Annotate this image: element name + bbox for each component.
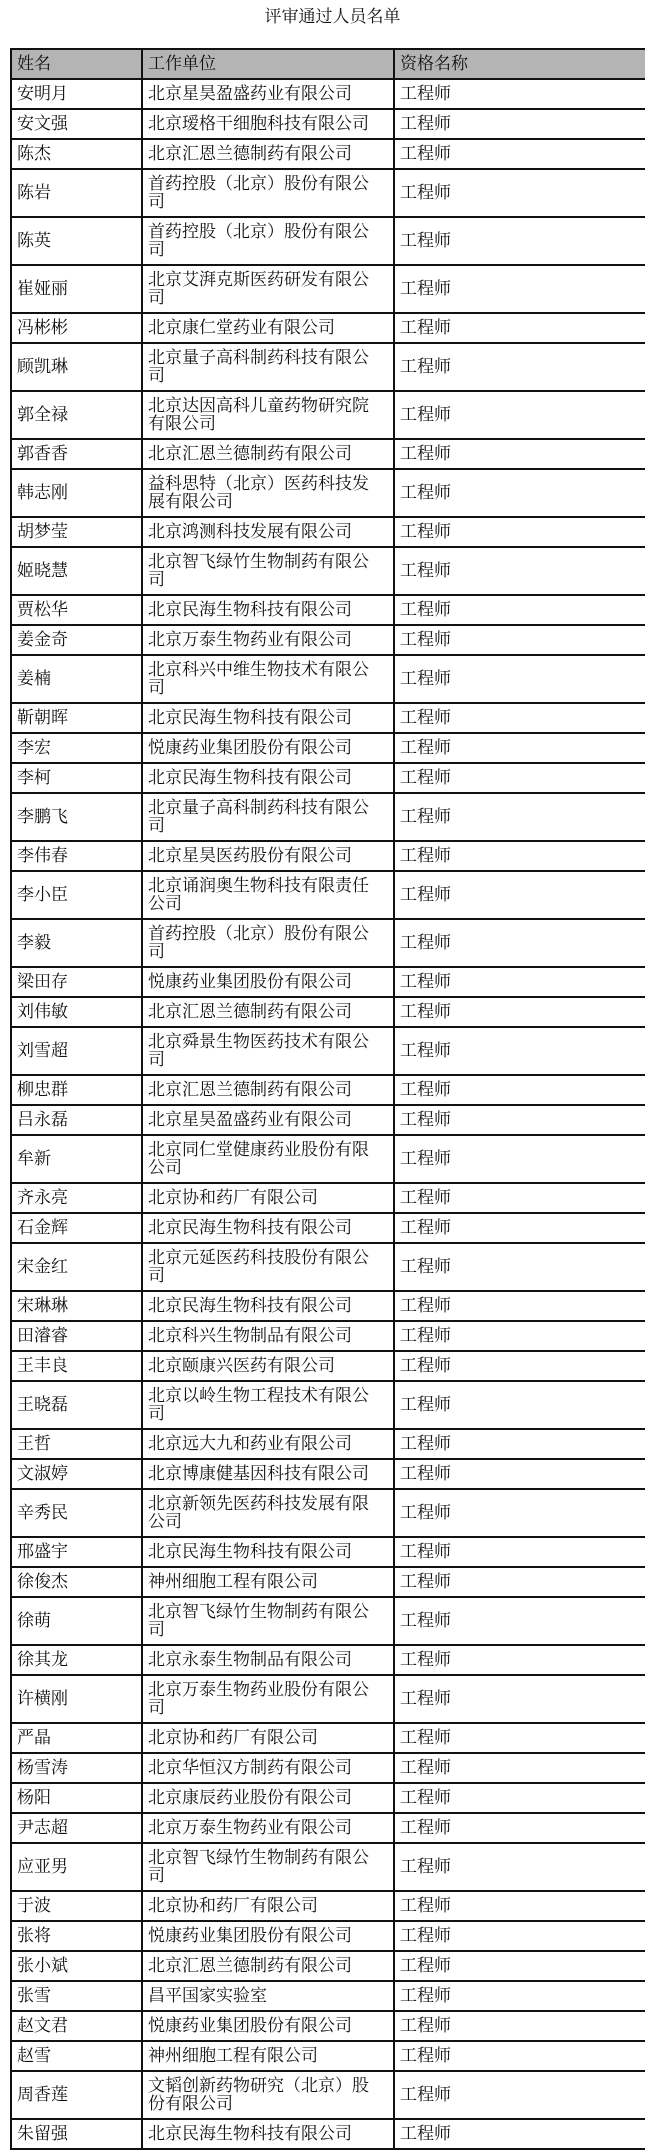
cell-qualification: 工程师 <box>394 1459 645 1489</box>
table-row <box>11 1105 645 1135</box>
cell-name: 田濬睿 <box>11 1321 142 1351</box>
table-row <box>11 655 645 703</box>
cell-qualification: 工程师 <box>394 1843 645 1891</box>
cell-name: 李鹏飞 <box>11 793 142 841</box>
cell-name: 张小斌 <box>11 1951 142 1981</box>
cell-employer: 北京同仁堂健康药业股份有限公司 <box>142 1135 394 1183</box>
cell-employer: 北京科兴中维生物技术有限公司 <box>142 655 394 703</box>
cell-qualification: 工程师 <box>394 547 645 595</box>
cell-name: 朱留强 <box>11 2119 142 2149</box>
table-row <box>11 595 645 625</box>
cell-name: 李伟春 <box>11 841 142 871</box>
cell-name: 周香莲 <box>11 2071 142 2119</box>
table-row <box>11 169 645 217</box>
cell-qualification: 工程师 <box>394 1597 645 1645</box>
cell-employer: 北京万泰生物药业股份有限公司 <box>142 1675 394 1723</box>
cell-employer: 北京达因高科儿童药物研究院有限公司 <box>142 391 394 439</box>
cell-employer: 益科思特（北京）医药科技发展有限公司 <box>142 469 394 517</box>
cell-name: 陈岩 <box>11 169 142 217</box>
cell-qualification: 工程师 <box>394 469 645 517</box>
cell-qualification: 工程师 <box>394 1567 645 1597</box>
cell-employer: 北京智飞绿竹生物制药有限公司 <box>142 547 394 595</box>
table-row <box>11 841 645 871</box>
cell-qualification: 工程师 <box>394 1921 645 1951</box>
table-row <box>11 1567 645 1597</box>
cell-employer: 北京民海生物科技有限公司 <box>142 1213 394 1243</box>
cell-qualification: 工程师 <box>394 871 645 919</box>
cell-qualification: 工程师 <box>394 2011 645 2041</box>
cell-qualification: 工程师 <box>394 439 645 469</box>
cell-employer: 北京博康健基因科技有限公司 <box>142 1459 394 1489</box>
cell-qualification: 工程师 <box>394 79 645 109</box>
table-row <box>11 997 645 1027</box>
table-row <box>11 1183 645 1213</box>
cell-name: 宋金红 <box>11 1243 142 1291</box>
cell-qualification: 工程师 <box>394 217 645 265</box>
table-row <box>11 2071 645 2119</box>
cell-employer: 北京汇恩兰德制药有限公司 <box>142 997 394 1027</box>
cell-name: 李宏 <box>11 733 142 763</box>
cell-employer: 北京以岭生物工程技术有限公司 <box>142 1381 394 1429</box>
table-row <box>11 79 645 109</box>
cell-qualification: 工程师 <box>394 1891 645 1921</box>
cell-qualification: 工程师 <box>394 343 645 391</box>
cell-employer: 首药控股（北京）股份有限公司 <box>142 217 394 265</box>
cell-qualification: 工程师 <box>394 1783 645 1813</box>
table-row <box>11 1213 645 1243</box>
cell-employer: 北京民海生物科技有限公司 <box>142 2119 394 2149</box>
cell-qualification: 工程师 <box>394 1489 645 1537</box>
cell-qualification: 工程师 <box>394 595 645 625</box>
table-row <box>11 469 645 517</box>
table-row <box>11 391 645 439</box>
table-row <box>11 1981 645 2011</box>
table-row <box>11 313 645 343</box>
cell-qualification: 工程师 <box>394 919 645 967</box>
table-row <box>11 1813 645 1843</box>
cell-employer: 北京元延医药科技股份有限公司 <box>142 1243 394 1291</box>
table-row <box>11 2041 645 2071</box>
cell-name: 陈英 <box>11 217 142 265</box>
cell-employer: 北京智飞绿竹生物制药有限公司 <box>142 1597 394 1645</box>
cell-employer: 首药控股（北京）股份有限公司 <box>142 169 394 217</box>
cell-employer: 北京协和药厂有限公司 <box>142 1183 394 1213</box>
cell-employer: 北京民海生物科技有限公司 <box>142 1291 394 1321</box>
cell-qualification: 工程师 <box>394 313 645 343</box>
cell-qualification: 工程师 <box>394 841 645 871</box>
cell-qualification: 工程师 <box>394 109 645 139</box>
cell-qualification: 工程师 <box>394 1105 645 1135</box>
cell-name: 姜金奇 <box>11 625 142 655</box>
cell-name: 齐永亮 <box>11 1183 142 1213</box>
cell-employer: 北京瑷格干细胞科技有限公司 <box>142 109 394 139</box>
cell-qualification: 工程师 <box>394 1753 645 1783</box>
cell-employer: 北京星昊盈盛药业有限公司 <box>142 1105 394 1135</box>
cell-name: 贾松华 <box>11 595 142 625</box>
cell-name: 姜楠 <box>11 655 142 703</box>
cell-employer: 悦康药业集团股份有限公司 <box>142 733 394 763</box>
cell-qualification: 工程师 <box>394 1183 645 1213</box>
cell-qualification: 工程师 <box>394 1813 645 1843</box>
cell-employer: 北京华恒汉方制药有限公司 <box>142 1753 394 1783</box>
cell-employer: 北京诵润奥生物科技有限责任公司 <box>142 871 394 919</box>
cell-name: 梁田存 <box>11 967 142 997</box>
cell-qualification: 工程师 <box>394 139 645 169</box>
cell-qualification: 工程师 <box>394 967 645 997</box>
cell-employer: 北京科兴生物制品有限公司 <box>142 1321 394 1351</box>
cell-qualification: 工程师 <box>394 2071 645 2119</box>
cell-employer: 北京远大九和药业有限公司 <box>142 1429 394 1459</box>
table-row <box>11 1537 645 1567</box>
cell-employer: 神州细胞工程有限公司 <box>142 2041 394 2071</box>
cell-name: 尹志超 <box>11 1813 142 1843</box>
table-row <box>11 793 645 841</box>
table-row <box>11 1645 645 1675</box>
cell-employer: 北京康仁堂药业有限公司 <box>142 313 394 343</box>
cell-name: 刘雪超 <box>11 1027 142 1075</box>
table-row <box>11 1951 645 1981</box>
table-row <box>11 1351 645 1381</box>
cell-employer: 北京汇恩兰德制药有限公司 <box>142 139 394 169</box>
cell-employer: 北京协和药厂有限公司 <box>142 1723 394 1753</box>
table-row <box>11 1891 645 1921</box>
cell-employer: 北京汇恩兰德制药有限公司 <box>142 1951 394 1981</box>
table-row <box>11 1291 645 1321</box>
cell-name: 陈杰 <box>11 139 142 169</box>
cell-name: 文淑婷 <box>11 1459 142 1489</box>
cell-qualification: 工程师 <box>394 1951 645 1981</box>
cell-name: 王哲 <box>11 1429 142 1459</box>
approved-personnel-table <box>10 48 645 2150</box>
header-name: 姓名 <box>11 49 142 79</box>
cell-name: 杨阳 <box>11 1783 142 1813</box>
page-title: 评审通过人员名单 <box>264 7 401 27</box>
cell-qualification: 工程师 <box>394 1351 645 1381</box>
cell-name: 徐萌 <box>11 1597 142 1645</box>
cell-employer: 北京量子高科制药科技有限公司 <box>142 793 394 841</box>
table-row <box>11 1027 645 1075</box>
table-row <box>11 1321 645 1351</box>
table-row <box>11 343 645 391</box>
cell-employer: 北京鸿测科技发展有限公司 <box>142 517 394 547</box>
cell-employer: 北京星昊盈盛药业有限公司 <box>142 79 394 109</box>
cell-name: 赵文君 <box>11 2011 142 2041</box>
cell-qualification: 工程师 <box>394 1135 645 1183</box>
table-row <box>11 703 645 733</box>
table-row <box>11 1597 645 1645</box>
cell-qualification: 工程师 <box>394 1723 645 1753</box>
cell-name: 徐其龙 <box>11 1645 142 1675</box>
cell-name: 许横刚 <box>11 1675 142 1723</box>
table-row <box>11 1843 645 1891</box>
table-row <box>11 1489 645 1537</box>
cell-qualification: 工程师 <box>394 997 645 1027</box>
cell-qualification: 工程师 <box>394 2041 645 2071</box>
table-row <box>11 1921 645 1951</box>
table-row <box>11 1723 645 1753</box>
cell-employer: 悦康药业集团股份有限公司 <box>142 2011 394 2041</box>
cell-qualification: 工程师 <box>394 1381 645 1429</box>
cell-name: 胡梦莹 <box>11 517 142 547</box>
cell-name: 李毅 <box>11 919 142 967</box>
cell-employer: 北京协和药厂有限公司 <box>142 1891 394 1921</box>
cell-name: 安文强 <box>11 109 142 139</box>
cell-qualification: 工程师 <box>394 1291 645 1321</box>
cell-name: 赵雪 <box>11 2041 142 2071</box>
cell-employer: 北京颐康兴医药有限公司 <box>142 1351 394 1381</box>
table-row <box>11 547 645 595</box>
cell-name: 李小臣 <box>11 871 142 919</box>
cell-qualification: 工程师 <box>394 1981 645 2011</box>
cell-employer: 北京汇恩兰德制药有限公司 <box>142 1075 394 1105</box>
cell-qualification: 工程师 <box>394 1243 645 1291</box>
cell-employer: 北京星昊医药股份有限公司 <box>142 841 394 871</box>
table-row <box>11 763 645 793</box>
cell-employer: 北京永泰生物制品有限公司 <box>142 1645 394 1675</box>
cell-employer: 北京民海生物科技有限公司 <box>142 763 394 793</box>
table-row <box>11 1429 645 1459</box>
table-row <box>11 439 645 469</box>
cell-qualification: 工程师 <box>394 1537 645 1567</box>
cell-name: 郭香香 <box>11 439 142 469</box>
cell-name: 宋琳琳 <box>11 1291 142 1321</box>
table-row <box>11 1381 645 1429</box>
cell-qualification: 工程师 <box>394 733 645 763</box>
table-row <box>11 1753 645 1783</box>
cell-name: 杨雪涛 <box>11 1753 142 1783</box>
cell-qualification: 工程师 <box>394 793 645 841</box>
table-row <box>11 967 645 997</box>
cell-employer: 北京智飞绿竹生物制药有限公司 <box>142 1843 394 1891</box>
cell-name: 李柯 <box>11 763 142 793</box>
cell-employer: 北京民海生物科技有限公司 <box>142 595 394 625</box>
table-row <box>11 1075 645 1105</box>
table-row <box>11 265 645 313</box>
table-header-row <box>11 49 645 79</box>
cell-qualification: 工程师 <box>394 1321 645 1351</box>
cell-name: 吕永磊 <box>11 1105 142 1135</box>
cell-qualification: 工程师 <box>394 265 645 313</box>
cell-qualification: 工程师 <box>394 1675 645 1723</box>
cell-name: 石金辉 <box>11 1213 142 1243</box>
cell-employer: 神州细胞工程有限公司 <box>142 1567 394 1597</box>
cell-qualification: 工程师 <box>394 1429 645 1459</box>
cell-name: 辛秀民 <box>11 1489 142 1537</box>
cell-name: 张雪 <box>11 1981 142 2011</box>
cell-name: 严晶 <box>11 1723 142 1753</box>
cell-qualification: 工程师 <box>394 1213 645 1243</box>
cell-employer: 北京艾湃克斯医药研发有限公司 <box>142 265 394 313</box>
cell-qualification: 工程师 <box>394 655 645 703</box>
cell-name: 刘伟敏 <box>11 997 142 1027</box>
cell-employer: 北京汇恩兰德制药有限公司 <box>142 439 394 469</box>
cell-name: 郭全禄 <box>11 391 142 439</box>
cell-employer: 北京万泰生物药业有限公司 <box>142 1813 394 1843</box>
cell-name: 于波 <box>11 1891 142 1921</box>
cell-name: 王丰良 <box>11 1351 142 1381</box>
cell-qualification: 工程师 <box>394 1645 645 1675</box>
table-row <box>11 1783 645 1813</box>
cell-name: 靳朝晖 <box>11 703 142 733</box>
cell-name: 张将 <box>11 1921 142 1951</box>
header-employer: 工作单位 <box>142 49 394 79</box>
table-row <box>11 871 645 919</box>
cell-employer: 北京量子高科制药科技有限公司 <box>142 343 394 391</box>
cell-name: 安明月 <box>11 79 142 109</box>
cell-employer: 北京万泰生物药业有限公司 <box>142 625 394 655</box>
cell-name: 徐俊杰 <box>11 1567 142 1597</box>
table-row <box>11 919 645 967</box>
table-row <box>11 517 645 547</box>
cell-employer: 文韬创新药物研究（北京）股份有限公司 <box>142 2071 394 2119</box>
cell-name: 牟新 <box>11 1135 142 1183</box>
cell-name: 邢盛宇 <box>11 1537 142 1567</box>
header-qualification: 资格名称 <box>394 49 645 79</box>
table-row <box>11 733 645 763</box>
cell-employer: 北京康辰药业股份有限公司 <box>142 1783 394 1813</box>
cell-qualification: 工程师 <box>394 625 645 655</box>
table-row <box>11 1459 645 1489</box>
cell-qualification: 工程师 <box>394 703 645 733</box>
cell-qualification: 工程师 <box>394 517 645 547</box>
cell-name: 王晓磊 <box>11 1381 142 1429</box>
cell-name: 柳忠群 <box>11 1075 142 1105</box>
cell-employer: 北京民海生物科技有限公司 <box>142 1537 394 1567</box>
cell-employer: 北京舜景生物医药技术有限公司 <box>142 1027 394 1075</box>
cell-employer: 悦康药业集团股份有限公司 <box>142 1921 394 1951</box>
table-row <box>11 1243 645 1291</box>
cell-qualification: 工程师 <box>394 391 645 439</box>
cell-name: 顾凯琳 <box>11 343 142 391</box>
cell-name: 冯彬彬 <box>11 313 142 343</box>
cell-qualification: 工程师 <box>394 2119 645 2149</box>
cell-employer: 首药控股（北京）股份有限公司 <box>142 919 394 967</box>
table-row <box>11 139 645 169</box>
table-row <box>11 109 645 139</box>
table-row <box>11 625 645 655</box>
cell-name: 应亚男 <box>11 1843 142 1891</box>
cell-employer: 悦康药业集团股份有限公司 <box>142 967 394 997</box>
table-row <box>11 2011 645 2041</box>
cell-name: 韩志刚 <box>11 469 142 517</box>
cell-name: 崔娅丽 <box>11 265 142 313</box>
cell-name: 姬晓慧 <box>11 547 142 595</box>
table-row <box>11 217 645 265</box>
cell-employer: 昌平国家实验室 <box>142 1981 394 2011</box>
cell-qualification: 工程师 <box>394 763 645 793</box>
cell-qualification: 工程师 <box>394 1075 645 1105</box>
cell-qualification: 工程师 <box>394 169 645 217</box>
table-row <box>11 1675 645 1723</box>
cell-qualification: 工程师 <box>394 1027 645 1075</box>
cell-employer: 北京新领先医药科技发展有限公司 <box>142 1489 394 1537</box>
cell-employer: 北京民海生物科技有限公司 <box>142 703 394 733</box>
table-row <box>11 1135 645 1183</box>
